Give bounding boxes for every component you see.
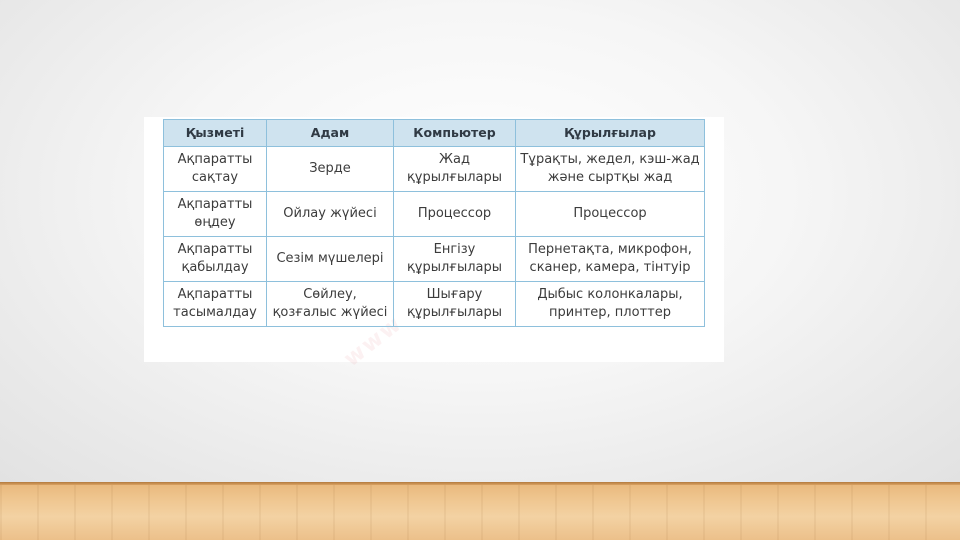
cell-computer: Шығару құрылғылары [394,282,516,327]
cell-devices: Пернетақта, микрофон, сканер, камера, тінтуір [516,237,705,282]
table-row [164,147,705,192]
cell-function: Ақпаратты қабылдау [164,237,267,282]
cell-human: Ойлау жүйесі [267,192,394,237]
cell-computer: Процессор [394,192,516,237]
table-header-row [164,120,705,147]
table-row [164,282,705,327]
header-devices: Құрылғылар [516,120,705,147]
cell-function: Ақпаратты өңдеу [164,192,267,237]
cell-computer: Жад құрылғылары [394,147,516,192]
cell-human: Сезім мүшелері [267,237,394,282]
cell-human: Сөйлеу, қозғалыс жүйесі [267,282,394,327]
cell-human: Зерде [267,147,394,192]
cell-function: Ақпаратты сақтау [164,147,267,192]
cell-function: Ақпаратты тасымалдау [164,282,267,327]
wooden-floor [0,482,960,540]
header-function: Қызметі [164,120,267,147]
cell-devices: Дыбыс колонкалары, принтер, плоттер [516,282,705,327]
cell-devices: Тұрақты, жедел, кэш-жад және сыртқы жад [516,147,705,192]
header-computer: Компьютер [394,120,516,147]
table-image [144,117,724,372]
watermark: www [339,311,408,372]
cell-devices: Процессор [516,192,705,237]
header-human: Адам [267,120,394,147]
table-row [164,192,705,237]
table-row [164,237,705,282]
info-table [163,119,705,327]
cell-computer: Енгізу құрылғылары [394,237,516,282]
